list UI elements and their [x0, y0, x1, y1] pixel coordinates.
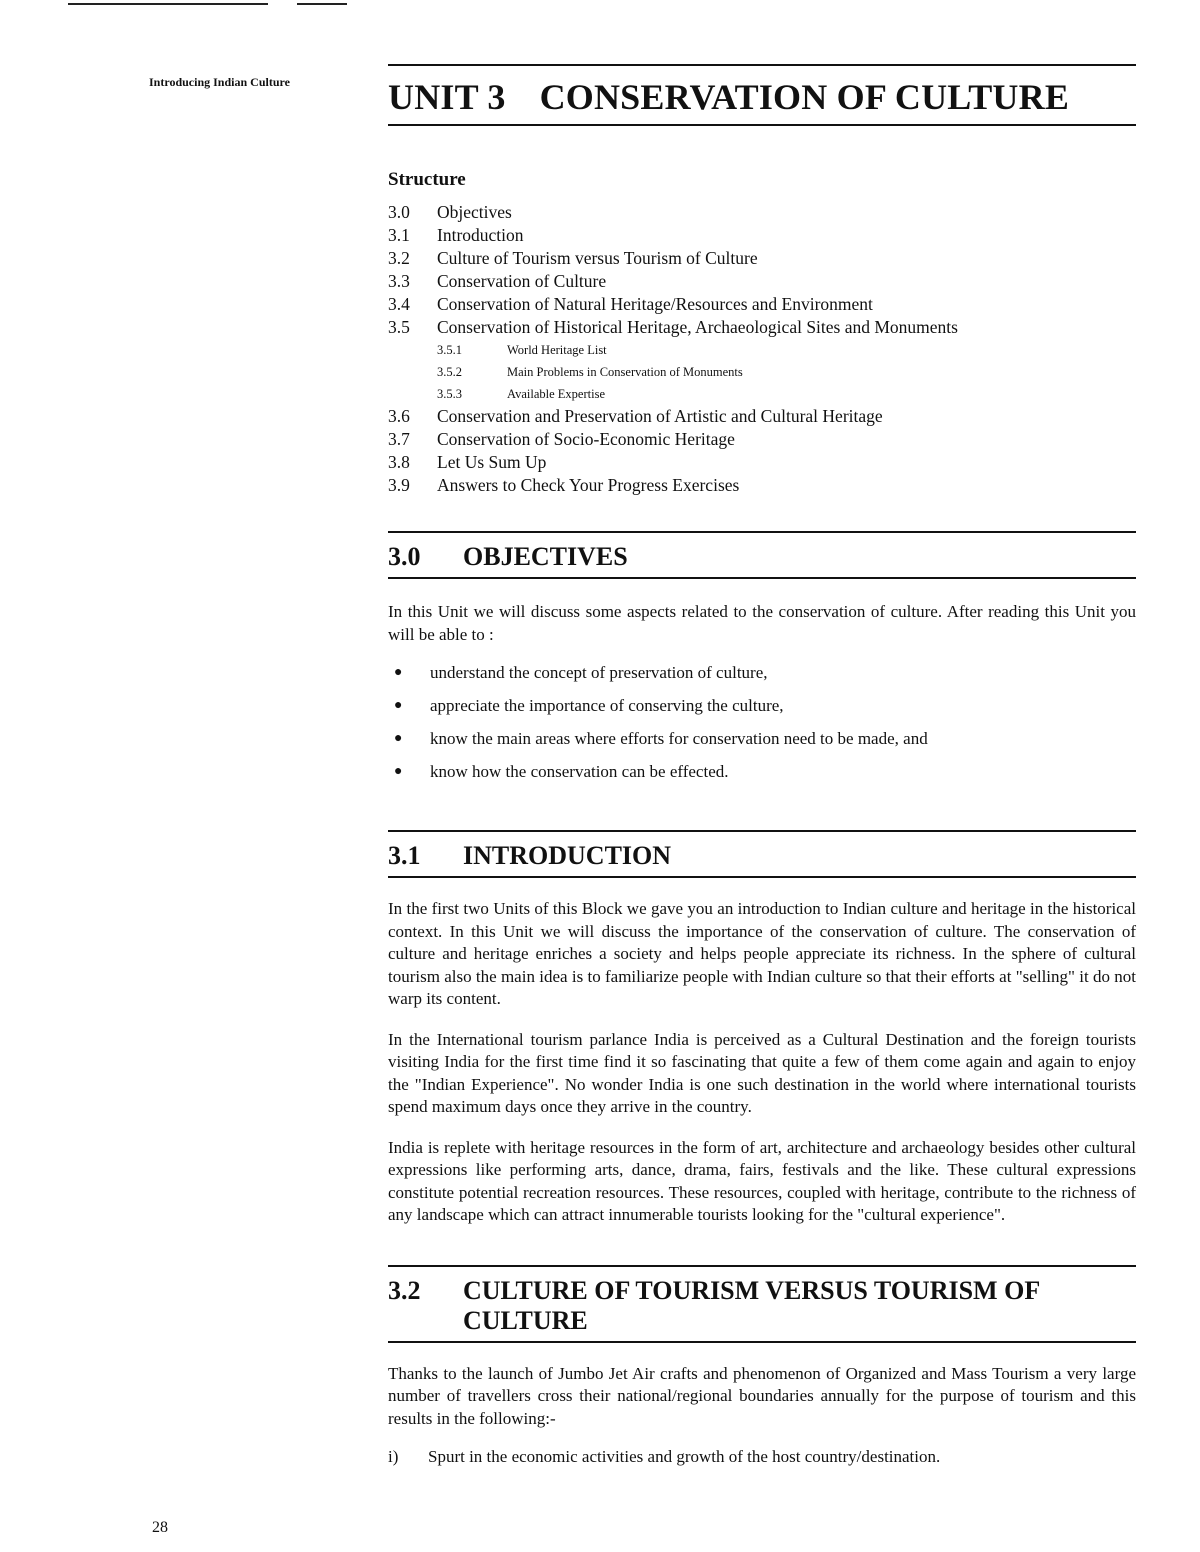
- toc-item-label: Culture of Tourism versus Tourism of Culture: [437, 248, 758, 268]
- toc-item[interactable]: [388, 224, 1136, 247]
- toc-item-number: 3.2: [388, 248, 410, 268]
- structure-heading: Structure: [388, 169, 466, 190]
- list-item: [388, 728, 1136, 761]
- toc-subitem-label: Main Problems in Conservation of Monuments: [507, 365, 743, 379]
- toc-item-label: Answers to Check Your Progress Exercises: [437, 475, 740, 495]
- toc-item-label: Conservation of Culture: [437, 271, 607, 291]
- toc-item[interactable]: [388, 270, 1136, 293]
- toc-subitem-label: Available Expertise: [507, 387, 605, 401]
- list-item-text: understand the concept of preservation of culture,: [430, 663, 768, 682]
- section-number: 3.1: [388, 841, 421, 870]
- section-heading-objectives: [388, 531, 1136, 579]
- list-item: [388, 662, 1136, 695]
- top-rule-left: [68, 3, 268, 5]
- introduction-paragraph: In the International tourism parlance India is perceived as a Cultural Destination and the foreign tourists visiting India for the first time find it so fascinating that quite a few of them come again and again to enjoy the "Indian Experience". No wonder India is one such destination in the world where international tourists spend maximum days once they arrive in the country.: [388, 1029, 1136, 1116]
- bullet-icon: ●: [394, 731, 403, 746]
- toc-subitem-label: World Heritage List: [507, 343, 607, 357]
- section-heading-introduction: [388, 830, 1136, 878]
- toc-item[interactable]: [388, 293, 1136, 316]
- list-item: [388, 1446, 1136, 1468]
- section-number: 3.0: [388, 542, 421, 571]
- unit-number: UNIT 3: [388, 77, 506, 117]
- unit-title-text: CONSERVATION OF CULTURE: [539, 77, 1070, 117]
- list-item: [388, 761, 1136, 794]
- toc-item-number: 3.6: [388, 406, 410, 426]
- toc-item[interactable]: [388, 316, 1136, 339]
- unit-title: [388, 76, 1136, 118]
- section-title: INTRODUCTION: [463, 841, 672, 870]
- toc-item-number: 3.5: [388, 317, 410, 337]
- list-item-number: i): [388, 1447, 399, 1466]
- page-body: [388, 64, 1136, 1468]
- list-item-text: know the main areas where efforts for conservation need to be made, and: [430, 729, 928, 748]
- toc-subitem[interactable]: [388, 339, 1136, 361]
- section-title: OBJECTIVES: [463, 542, 628, 571]
- toc-item-number: 3.9: [388, 475, 410, 495]
- culture-tourism-paragraph: Thanks to the launch of Jumbo Jet Air crafts and phenomenon of Organized and Mass Tourism a very large number of travellers cross their national/regional boundaries annually for the purpose of tourism and this results in the following:-: [388, 1363, 1136, 1428]
- toc-item-number: 3.3: [388, 271, 410, 291]
- unit-heading: [388, 64, 1136, 126]
- list-item-text: appreciate the importance of conserving the culture,: [430, 696, 784, 715]
- structure-list: [388, 201, 1136, 497]
- top-rule-right: [297, 3, 347, 5]
- introduction-paragraph: India is replete with heritage resources in the form of art, architecture and archaeology besides other cultural expressions like performing arts, dance, drama, fairs, festivals and the like. These cultural expressions constitute potential recreation resources. These resources, coupled with heritage, contribute to the richness of any landscape which can attract innumerable tourists looking for the "cultural experience".: [388, 1137, 1136, 1224]
- list-item: [388, 695, 1136, 728]
- toc-subitem-number: 3.5.3: [437, 387, 462, 401]
- list-item-text: know how the conservation can be effected.: [430, 762, 729, 781]
- toc-item-label: Let Us Sum Up: [437, 452, 547, 472]
- toc-item[interactable]: [388, 474, 1136, 497]
- toc-subitem-number: 3.5.1: [437, 343, 462, 357]
- toc-item-number: 3.0: [388, 202, 410, 222]
- toc-item-label: Conservation and Preservation of Artistic and Cultural Heritage: [437, 406, 883, 426]
- toc-item[interactable]: [388, 428, 1136, 451]
- bullet-icon: ●: [394, 764, 403, 779]
- toc-item[interactable]: [388, 201, 1136, 224]
- toc-item[interactable]: [388, 405, 1136, 428]
- toc-item-label: Conservation of Socio-Economic Heritage: [437, 429, 735, 449]
- toc-subitem[interactable]: [388, 383, 1136, 405]
- toc-item-label: Conservation of Historical Heritage, Archaeological Sites and Monuments: [437, 317, 958, 337]
- toc-item-label: Objectives: [437, 202, 512, 222]
- toc-item[interactable]: [388, 451, 1136, 474]
- page-number: 28: [152, 1519, 168, 1536]
- list-item-text: Spurt in the economic activities and growth of the host country/destination.: [428, 1447, 941, 1466]
- toc-item-number: 3.8: [388, 452, 410, 472]
- toc-item-label: Introduction: [437, 225, 524, 245]
- objectives-list: [388, 662, 1136, 794]
- section-heading-culture-tourism: [388, 1265, 1136, 1343]
- bullet-icon: ●: [394, 665, 403, 680]
- objectives-intro: In this Unit we will discuss some aspects related to the conservation of culture. After reading this Unit you will be able to :: [388, 602, 1136, 644]
- toc-item-label: Conservation of Natural Heritage/Resources and Environment: [437, 294, 873, 314]
- bullet-icon: ●: [394, 698, 403, 713]
- toc-subitem-number: 3.5.2: [437, 365, 462, 379]
- toc-item-number: 3.1: [388, 225, 410, 245]
- section-number: 3.2: [388, 1275, 421, 1305]
- section-title: CULTURE OF TOURISM VERSUS TOURISM OF CULTURE: [463, 1275, 1040, 1335]
- toc-item[interactable]: [388, 247, 1136, 270]
- toc-subitem[interactable]: [388, 361, 1136, 383]
- introduction-paragraph: In the first two Units of this Block we gave you an introduction to Indian culture and heritage in the historical context. In this Unit we will discuss the importance of the conservation of culture. The conservation of culture and heritage enriches a society and helps people appreciate its richness. In the sphere of cultural tourism also the main idea is to familiarize people with Indian culture so that their efforts at "selling" it do not warp its content.: [388, 899, 1136, 1008]
- toc-item-number: 3.7: [388, 429, 410, 449]
- toc-item-number: 3.4: [388, 294, 410, 314]
- running-head: Introducing Indian Culture: [149, 75, 290, 89]
